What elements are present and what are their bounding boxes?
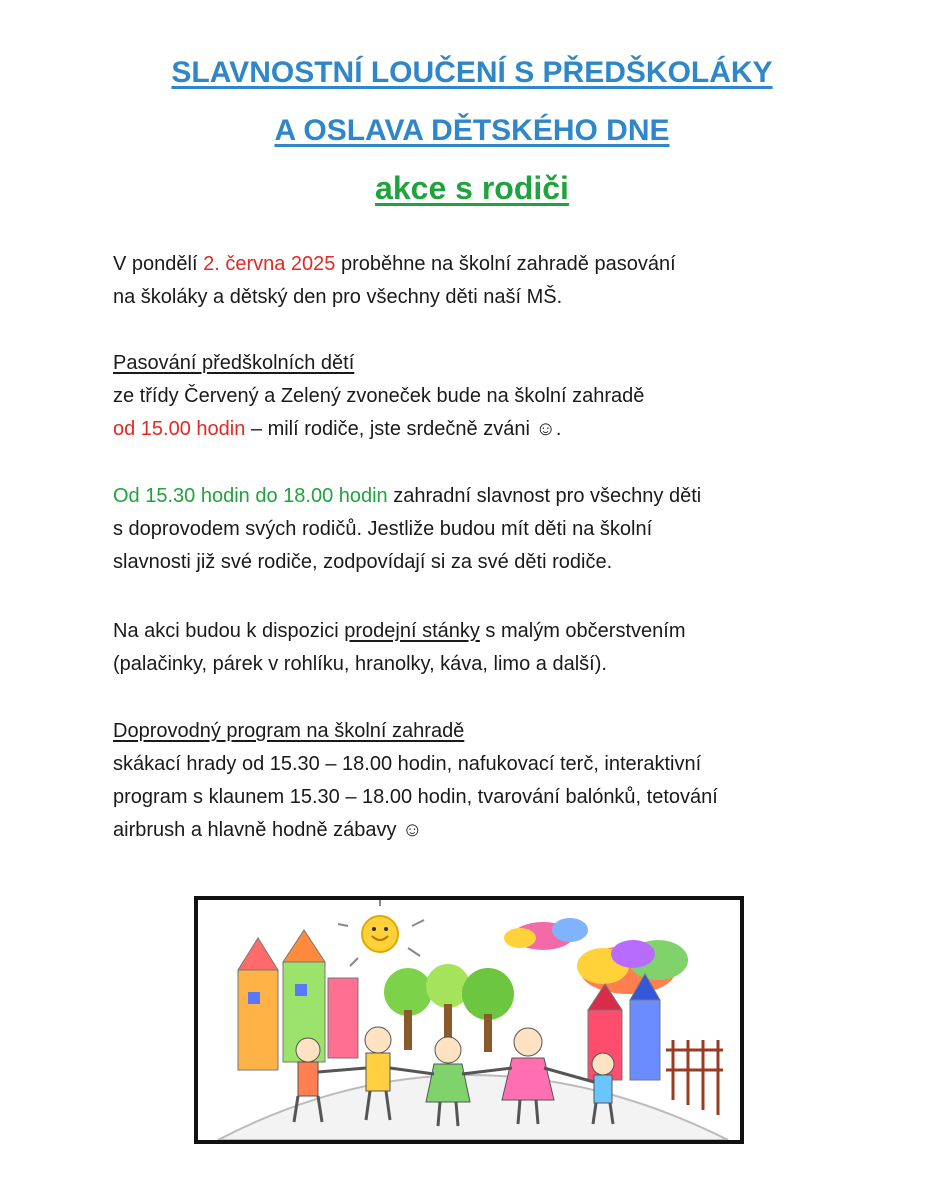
program-line-3: airbrush a hlavně hodně zábavy ☺ bbox=[113, 819, 423, 841]
pasovani-time: od 15.00 hodin bbox=[113, 418, 246, 440]
stanky-text-cont: s malým občerstvením bbox=[479, 620, 686, 642]
rainbow-cloud-icon bbox=[577, 940, 688, 994]
pasovani-line-1: ze třídy Červený a Zelený zvoneček bude na školní zahradě bbox=[113, 385, 645, 407]
stanky-highlight: prodejní stánky bbox=[344, 620, 480, 642]
stanky-text: Na akci budou k dispozici bbox=[113, 620, 345, 642]
title-line-2: A OSLAVA DĚTSKÉHO DNE bbox=[274, 114, 670, 147]
slavnost-time: Od 15.30 hodin do 18.00 hodin bbox=[113, 485, 388, 507]
program-section bbox=[113, 715, 833, 847]
subtitle: akce s rodiči bbox=[375, 170, 569, 206]
pasovani-heading: Pasování předškolních dětí bbox=[113, 352, 355, 374]
program-heading: Doprovodný program na školní zahradě bbox=[113, 720, 465, 742]
intro-line-2: na školáky a dětský den pro všechny děti naší MŠ. bbox=[113, 286, 563, 308]
intro-text: V pondělí bbox=[113, 253, 204, 275]
sun-icon bbox=[338, 900, 424, 966]
stanky-line-2: (palačinky, párek v rohlíku, hranolky, káva, limo a další). bbox=[113, 653, 607, 675]
ground-hill bbox=[218, 1075, 728, 1140]
intro-paragraph bbox=[113, 248, 833, 314]
cloud-icon bbox=[504, 918, 588, 950]
program-line-2: program s klaunem 15.30 – 18.00 hodin, tvarování balónků, tetování bbox=[113, 786, 718, 808]
event-date: 2. června 2025 bbox=[203, 253, 336, 275]
slavnost-line-2: s doprovodem svých rodičů. Jestliže budou mít děti na školní bbox=[113, 518, 653, 540]
intro-text-cont: proběhne na školní zahradě pasování bbox=[335, 253, 676, 275]
fence bbox=[666, 1040, 723, 1115]
slavnost-line-1: zahradní slavnost pro všechny děti bbox=[387, 485, 702, 507]
pasovani-section bbox=[113, 347, 833, 446]
title-line-1: SLAVNOSTNÍ LOUČENÍ S PŘEDŠKOLÁKY bbox=[171, 56, 773, 89]
pasovani-line-2: – milí rodiče, jste srdečně zváni ☺. bbox=[245, 418, 562, 440]
stanky-section bbox=[113, 615, 833, 681]
slavnost-section bbox=[113, 480, 833, 579]
illustration-frame bbox=[194, 896, 744, 1144]
slavnost-line-3: slavnosti již své rodiče, zodpovídají si za své děti rodiče. bbox=[113, 551, 613, 573]
program-line-1: skákací hrady od 15.30 – 18.00 hodin, nafukovací terč, interaktivní bbox=[113, 753, 702, 775]
children-drawing-illustration bbox=[198, 900, 740, 1140]
